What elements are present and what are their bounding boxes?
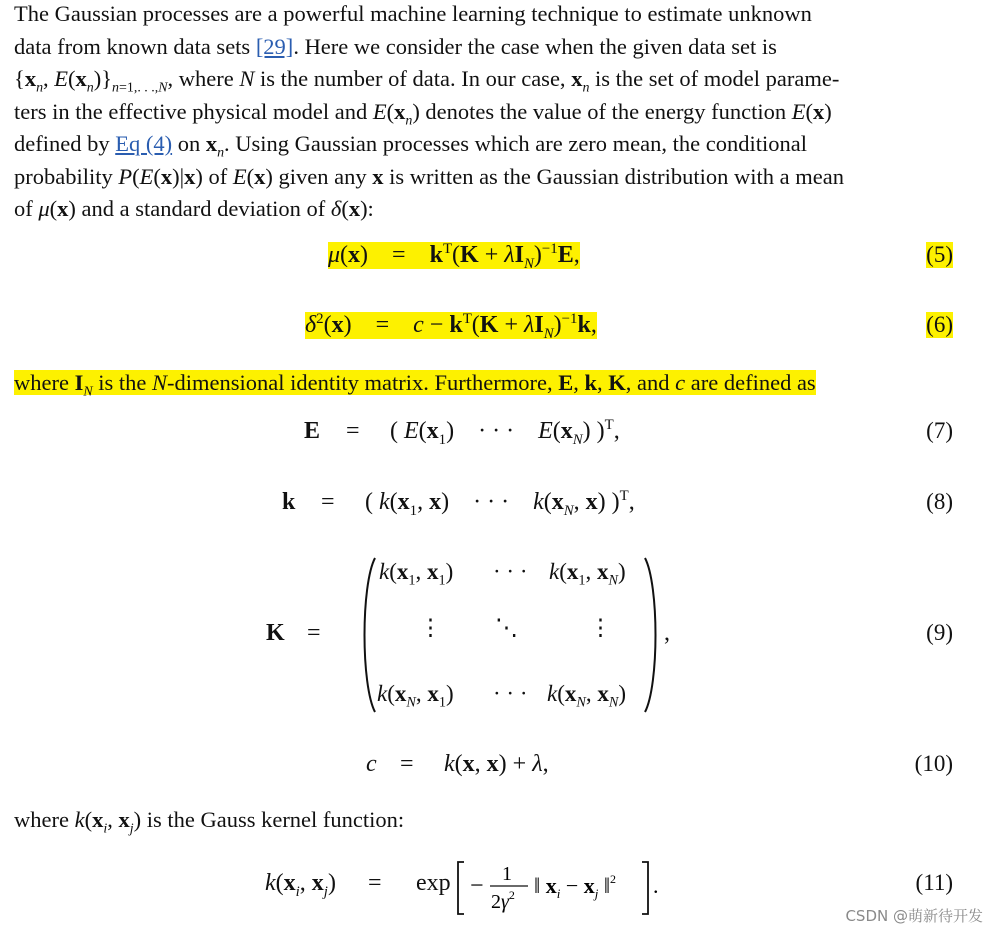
eq9-lhs: K xyxy=(266,620,285,646)
eq7-lhs: E xyxy=(304,418,321,444)
text-line: defined by xyxy=(14,131,116,156)
matrix-cell-1N: $k(x_1$, $x_N$) xyxy=(549,559,626,589)
eq8-rhs: ( $k(x_1$, x) · · · $k(x_N$, x) )$^T$, xyxy=(365,488,635,519)
eq11-number: (11) xyxy=(915,870,953,895)
equation-10 xyxy=(0,751,999,791)
text-line: of μ(x) and a standard deviation of δ(x): xyxy=(14,196,374,221)
paragraph-kernel xyxy=(14,804,989,837)
matrix-vdots-left: ⋮ xyxy=(419,615,442,640)
eq10-rhs: k(x, x) + λ, xyxy=(444,751,549,777)
eq6-lhs: $\delta^2(x)$ = $c - k^T(K + \lambda I_N)^{-1}k$, xyxy=(305,311,597,342)
equation-6 xyxy=(0,312,999,352)
matrix-vdots-right: ⋮ xyxy=(589,615,612,640)
eq5-number: (5) xyxy=(926,242,953,267)
citation-link-29[interactable]: [29] xyxy=(255,33,294,59)
text-line: data from known data sets xyxy=(14,33,256,59)
eq10-equals: = xyxy=(400,751,414,777)
equation-7 xyxy=(0,418,999,458)
eq7-number: (7) xyxy=(926,418,953,443)
svg-text:−: − xyxy=(470,873,484,899)
eq7-equals: = xyxy=(346,418,360,444)
text-line: where $k(x_i$, $x_j$) is the Gauss kernel function: xyxy=(14,807,405,837)
definition-line xyxy=(14,367,989,400)
eq8-lhs: k xyxy=(282,489,296,515)
matrix-cell-N1: $k(x_N$, $x_1$) xyxy=(377,681,454,711)
eq7-rhs: ( $E(x_1)$ · · · $E(x_N)$ )$^T$, xyxy=(390,417,620,448)
svg-text:.: . xyxy=(653,873,659,898)
eq8-number: (8) xyxy=(926,489,953,514)
text-line: probability P(E(x)|x) of E(x) given any x is written as the Gaussian distribution with a mean xyxy=(14,163,844,189)
eq10-number: (10) xyxy=(914,751,953,776)
svg-text:2γ2: $2\gamma^2$ xyxy=(491,888,515,913)
text-line: ters in the effective physical model and $E(x_n)$ denotes the value of the energy function E(x) xyxy=(14,98,832,128)
svg-text:1: 1 xyxy=(502,863,512,885)
equation-8 xyxy=(0,489,999,529)
eq9-comma: , xyxy=(664,620,670,646)
eq11-equals: = xyxy=(368,870,382,896)
svg-text:‖ xi − xj ‖2: ‖ $x_i - x_j$ ‖$^2$ xyxy=(534,872,617,901)
text-line: The Gaussian processes are a powerful machine learning technique to estimate unknown xyxy=(14,1,812,26)
matrix-cell-NN: $k(x_N$, $x_N$) xyxy=(547,681,627,711)
eq10-lhs: c xyxy=(366,751,377,777)
matrix-cell-1dots: · · · xyxy=(493,559,528,584)
eq8-equals: = xyxy=(321,489,335,515)
eq11-rhs: exp xyxy=(416,870,451,896)
equation-5 xyxy=(0,242,999,282)
kernel-matrix xyxy=(357,555,662,715)
watermark: CSDN @萌新待开发 xyxy=(845,907,983,925)
eq9-equals: = xyxy=(307,620,321,646)
matrix-cell-11: $k(x_1$, $x_1$) xyxy=(379,559,454,589)
text-line: . Here we consider the case when the given data set is xyxy=(293,33,777,59)
eq6-number: (6) xyxy=(926,312,953,337)
text-line: {$x_n$, $E(x_n)\}_{n=1,. . .,N}$, where N is the number of data. In our case, $x_n$ is the set of model parame- xyxy=(14,66,840,96)
paragraph-intro xyxy=(14,0,989,226)
matrix-ddots: ⋱ xyxy=(495,615,518,640)
definition-text: where $I_N$ is the N-dimensional identity matrix. Furthermore, E, k, K, and c are defined as xyxy=(14,370,816,400)
eq5-lhs: μ(x) = $k^T(K + \lambda I_N)^{-1}E$, xyxy=(328,241,580,272)
equation-link-4[interactable]: Eq (4) xyxy=(115,131,173,156)
eq11-bracket-expression xyxy=(454,856,674,918)
text-line: on $x_n$. Using Gaussian processes which are zero mean, the conditional xyxy=(172,131,807,161)
eq11-lhs: $k(x_i$, $x_j$) xyxy=(265,870,336,900)
eq9-number: (9) xyxy=(926,620,953,645)
matrix-cell-Ndots: · · · xyxy=(493,681,528,706)
